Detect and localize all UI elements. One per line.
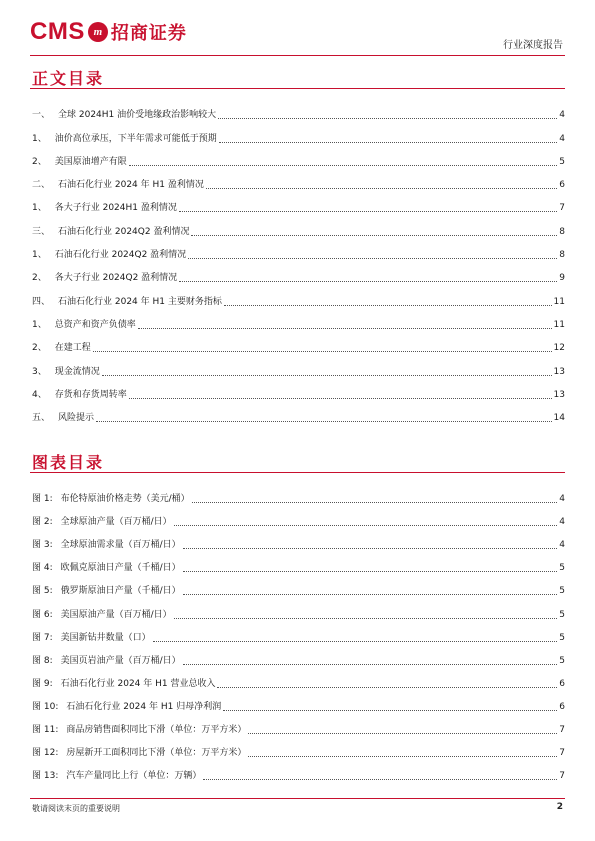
dot-leader: [248, 733, 557, 734]
dot-leader: [174, 525, 558, 526]
toc-entry-title[interactable]: 石油石化行业 2024 年 H1 归母净利润: [66, 701, 222, 712]
contents-entry[interactable]: [32, 401, 565, 424]
toc-entry-number: 三、: [32, 226, 51, 237]
dot-leader: [206, 188, 557, 189]
toc-entry-page[interactable]: 6: [559, 678, 565, 689]
contents-entry[interactable]: [32, 214, 565, 237]
toc-entry-title[interactable]: 美国新钻井数量（口）: [60, 632, 151, 643]
contents-entry[interactable]: [32, 191, 565, 214]
toc-entry-page[interactable]: 5: [559, 632, 565, 643]
logo-cms-text: CMS: [30, 18, 85, 45]
toc-entry-page[interactable]: 6: [559, 180, 565, 191]
toc-entry-title[interactable]: 风险提示: [58, 413, 95, 424]
figure-entry[interactable]: [32, 574, 565, 597]
toc-entry-page[interactable]: 4: [559, 494, 565, 505]
toc-entry-page[interactable]: 11: [553, 319, 565, 330]
toc-entry-title[interactable]: 石油石化行业 2024 年 H1 盈利情况: [58, 180, 204, 191]
figure-entry[interactable]: [32, 528, 565, 551]
toc-entry-page[interactable]: 6: [559, 701, 565, 712]
figures-list: [32, 482, 565, 782]
contents-entry[interactable]: [32, 168, 565, 191]
toc-entry-number: 图 9:: [32, 678, 53, 689]
toc-entry-number: 图 7:: [32, 632, 53, 643]
figure-entry[interactable]: [32, 505, 565, 528]
dot-leader: [223, 710, 557, 711]
contents-title-divider: [30, 88, 565, 89]
page-number: 2: [556, 802, 563, 812]
toc-entry-number: 一、: [32, 110, 51, 121]
dot-leader: [183, 594, 558, 595]
toc-entry-title[interactable]: 在建工程: [54, 343, 91, 354]
toc-entry-title[interactable]: 总资产和资产负债率: [54, 319, 136, 330]
logo-chinese-name: 招商证券: [110, 23, 187, 44]
toc-entry-title[interactable]: 布伦特原油价格走势（美元/桶）: [60, 494, 190, 505]
toc-entry-number: 图 2:: [32, 517, 53, 528]
toc-entry-title[interactable]: 石油石化行业 2024 年 H1 主要财务指标: [58, 296, 222, 307]
dot-leader: [153, 641, 558, 642]
dot-leader: [183, 571, 558, 572]
toc-entry-page[interactable]: 9: [559, 273, 565, 284]
dot-leader: [183, 664, 558, 665]
toc-entry-title[interactable]: 美国原油产量（百万桶/日）: [60, 609, 172, 620]
toc-entry-title[interactable]: 全球原油产量（百万桶/日）: [60, 517, 172, 528]
contents-entry[interactable]: [32, 145, 565, 168]
toc-entry-title[interactable]: 石油石化行业 2024Q2 盈利情况: [58, 226, 190, 237]
toc-entry-title[interactable]: 各大子行业 2024Q2 盈利情况: [54, 273, 178, 284]
toc-entry-number: 图 4:: [32, 563, 53, 574]
toc-entry-title[interactable]: 现金流情况: [54, 366, 100, 377]
toc-entry-title[interactable]: 存货和存货周转率: [54, 389, 127, 400]
toc-entry-number: 1、: [32, 133, 47, 144]
contents-entry[interactable]: [32, 238, 565, 261]
contents-list: [32, 98, 565, 424]
dot-leader: [203, 779, 557, 780]
toc-entry-number: 2、: [32, 273, 47, 284]
contents-title: 正文目录: [32, 69, 105, 88]
toc-entry-title[interactable]: 美国页岩油产量（百万桶/日）: [60, 655, 181, 666]
toc-entry-title[interactable]: 油价高位承压，下半年需求可能低于预期: [54, 133, 217, 144]
toc-entry-number: 图 8:: [32, 655, 53, 666]
header-divider: [30, 55, 565, 56]
toc-entry-page[interactable]: 11: [553, 296, 565, 307]
toc-entry-number: 1、: [32, 250, 47, 261]
figure-entry[interactable]: [32, 759, 565, 782]
toc-entry-page[interactable]: 7: [559, 771, 565, 782]
figures-title: 图表目录: [32, 453, 105, 472]
toc-entry-number: 1、: [32, 203, 47, 214]
toc-entry-number: 图 1:: [32, 494, 53, 505]
toc-entry-page[interactable]: 4: [559, 133, 565, 144]
report-type-label: 行业深度报告: [503, 40, 563, 51]
logo-mark-icon: m: [88, 22, 108, 42]
dot-leader: [102, 375, 552, 376]
footer-disclaimer: 敬请阅读末页的重要说明: [32, 804, 120, 813]
contents-entry[interactable]: [32, 261, 565, 284]
dot-leader: [183, 548, 558, 549]
toc-entry-page[interactable]: 13: [553, 366, 565, 377]
toc-entry-title[interactable]: 商品房销售面积同比下滑（单位：万平方米）: [66, 725, 247, 736]
dot-leader: [192, 502, 558, 503]
toc-entry-number: 图 11:: [32, 725, 59, 736]
figure-entry[interactable]: [32, 597, 565, 620]
toc-entry-number: 四、: [32, 296, 51, 307]
dot-leader: [191, 235, 557, 236]
toc-entry-page[interactable]: 7: [559, 725, 565, 736]
toc-entry-title[interactable]: 欧佩克原油日产量（千桶/日）: [60, 563, 181, 574]
figure-entry[interactable]: [32, 551, 565, 574]
toc-entry-title[interactable]: 美国原油增产有限: [54, 156, 127, 167]
toc-entry-page[interactable]: 5: [559, 609, 565, 620]
contents-entry[interactable]: [32, 378, 565, 401]
figure-entry[interactable]: [32, 713, 565, 736]
toc-entry-number: 图 5:: [32, 586, 53, 597]
toc-entry-number: 1、: [32, 319, 47, 330]
toc-entry-page[interactable]: 4: [559, 110, 565, 121]
dot-leader: [129, 165, 558, 166]
contents-entry[interactable]: [32, 98, 565, 121]
toc-entry-page[interactable]: 7: [559, 203, 565, 214]
toc-entry-page[interactable]: 5: [559, 156, 565, 167]
page-header: [0, 0, 595, 60]
contents-entry[interactable]: [32, 354, 565, 377]
toc-entry-title[interactable]: 石油石化行业 2024Q2 盈利情况: [54, 250, 187, 261]
toc-entry-page[interactable]: 8: [559, 250, 565, 261]
dot-leader: [224, 305, 552, 306]
toc-entry-title[interactable]: 全球原油需求量（百万桶/日）: [60, 540, 181, 551]
figures-title-divider: [30, 472, 565, 473]
toc-entry-page[interactable]: 5: [559, 655, 565, 666]
footer-divider: [30, 798, 565, 799]
toc-entry-title[interactable]: 俄罗斯原油日产量（千桶/日）: [60, 586, 181, 597]
toc-entry-number: 图 13:: [32, 771, 59, 782]
toc-entry-title[interactable]: 各大子行业 2024H1 盈利情况: [54, 203, 177, 214]
toc-entry-page[interactable]: 4: [559, 517, 565, 528]
dot-leader: [174, 618, 558, 619]
dot-leader: [96, 421, 552, 422]
toc-entry-number: 图 6:: [32, 609, 53, 620]
toc-entry-number: 二、: [32, 180, 51, 191]
toc-entry-page[interactable]: 7: [559, 748, 565, 759]
dot-leader: [248, 756, 557, 757]
toc-entry-title[interactable]: 石油石化行业 2024 年 H1 营业总收入: [60, 678, 216, 689]
figure-entry[interactable]: [32, 667, 565, 690]
dot-leader: [129, 398, 552, 399]
toc-entry-title[interactable]: 全球 2024H1 油价受地缘政治影响较大: [58, 110, 217, 121]
toc-entry-page[interactable]: 8: [559, 226, 565, 237]
toc-entry-title[interactable]: 汽车产量同比上行（单位：万辆）: [66, 771, 202, 782]
dot-leader: [179, 211, 557, 212]
figure-entry[interactable]: [32, 621, 565, 644]
toc-entry-page[interactable]: 14: [553, 413, 565, 424]
dot-leader: [138, 328, 552, 329]
toc-entry-page[interactable]: 12: [553, 343, 565, 354]
toc-entry-title[interactable]: 房屋新开工面积同比下滑（单位：万平方米）: [66, 748, 247, 759]
figure-entry[interactable]: [32, 644, 565, 667]
toc-entry-number: 图 12:: [32, 748, 59, 759]
dot-leader: [179, 281, 557, 282]
toc-entry-number: 4、: [32, 389, 47, 400]
toc-entry-number: 3、: [32, 366, 47, 377]
contents-entry[interactable]: [32, 308, 565, 331]
dot-leader: [188, 258, 557, 259]
figure-entry[interactable]: [32, 736, 565, 759]
dot-leader: [217, 687, 557, 688]
toc-entry-number: 2、: [32, 343, 47, 354]
figure-entry[interactable]: [32, 690, 565, 713]
toc-entry-number: 图 3:: [32, 540, 53, 551]
figure-entry[interactable]: [32, 482, 565, 505]
contents-entry[interactable]: [32, 284, 565, 307]
toc-entry-page[interactable]: 4: [559, 540, 565, 551]
contents-entry[interactable]: [32, 331, 565, 354]
cms-logo: [30, 18, 187, 46]
contents-entry[interactable]: [32, 121, 565, 144]
toc-entry-number: 图 10:: [32, 701, 59, 712]
toc-entry-number: 五、: [32, 413, 51, 424]
toc-entry-number: 2、: [32, 156, 47, 167]
dot-leader: [93, 351, 552, 352]
toc-entry-page[interactable]: 5: [559, 563, 565, 574]
dot-leader: [219, 142, 558, 143]
toc-entry-page[interactable]: 13: [553, 389, 565, 400]
dot-leader: [218, 118, 557, 119]
toc-entry-page[interactable]: 5: [559, 586, 565, 597]
